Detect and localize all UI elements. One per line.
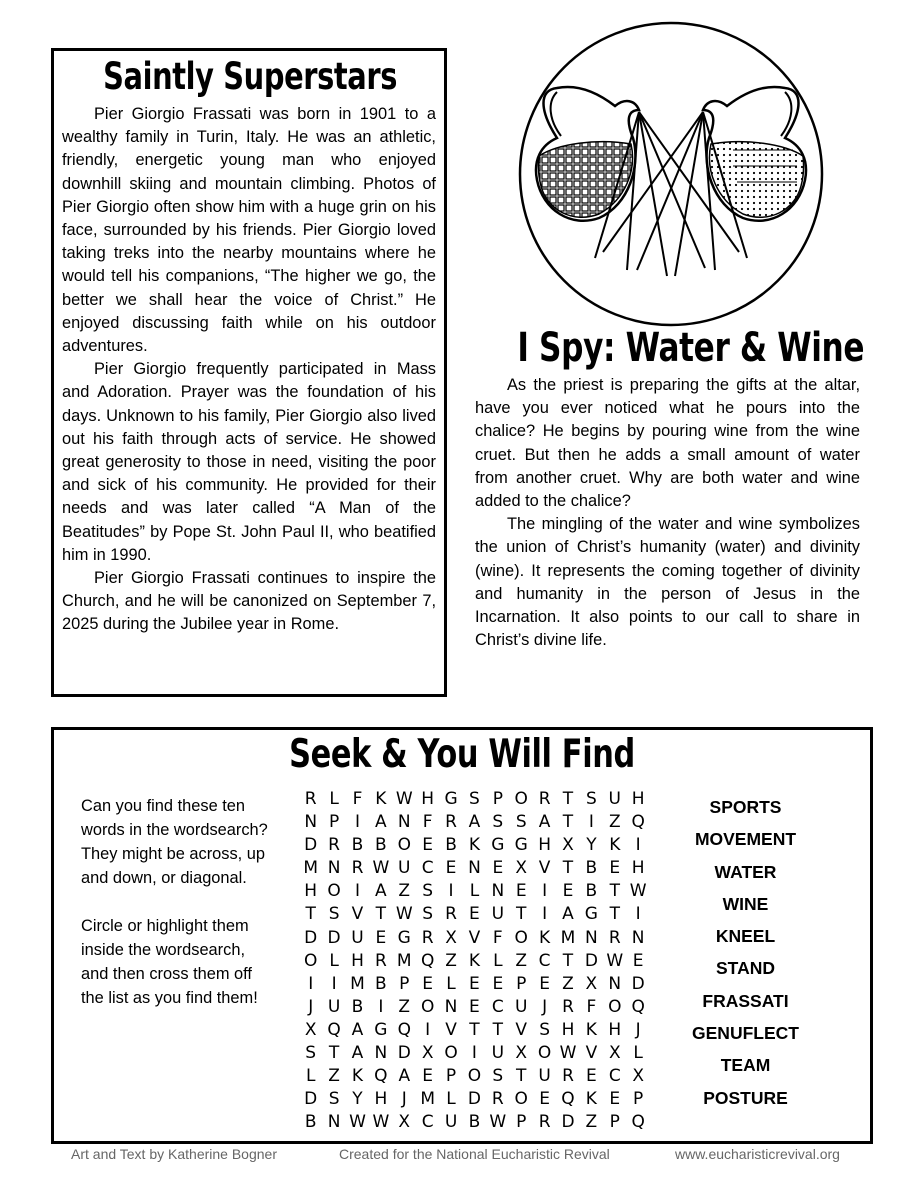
grid-letter[interactable]: X: [515, 858, 528, 879]
word-list-item: GENUFLECT: [692, 1023, 799, 1044]
grid-letter[interactable]: E: [539, 1089, 550, 1110]
grid-letter[interactable]: E: [375, 927, 387, 948]
grid-letter[interactable]: V: [515, 1019, 528, 1040]
grid-letter[interactable]: X: [585, 973, 598, 994]
grid-letter[interactable]: P: [399, 973, 410, 994]
grid-letter[interactable]: R: [445, 904, 457, 925]
grid-letter[interactable]: O: [514, 927, 528, 948]
grid-letter[interactable]: N: [327, 858, 341, 879]
grid-letter[interactable]: Z: [445, 950, 457, 971]
grid-letter[interactable]: M: [396, 950, 412, 971]
grid-letter[interactable]: G: [491, 835, 505, 856]
grid-letter[interactable]: U: [351, 927, 364, 948]
grid-letter[interactable]: E: [609, 858, 621, 879]
grid-letter[interactable]: A: [375, 812, 387, 833]
grid-letter[interactable]: X: [562, 835, 574, 856]
grid-letter[interactable]: S: [422, 881, 434, 902]
grid-letter[interactable]: B: [445, 835, 457, 856]
grid-letter[interactable]: H: [631, 789, 645, 809]
grid-letter[interactable]: K: [468, 950, 480, 971]
grid-letter[interactable]: R: [328, 835, 340, 856]
grid-letter[interactable]: C: [491, 996, 504, 1017]
grid-letter[interactable]: U: [444, 1112, 458, 1133]
grid-letter[interactable]: B: [585, 858, 598, 879]
grid-letter[interactable]: S: [328, 1089, 340, 1110]
grid-letter[interactable]: D: [304, 927, 318, 948]
grid-letter[interactable]: I: [331, 973, 337, 994]
grid-letter[interactable]: H: [351, 950, 364, 971]
grid-letter[interactable]: I: [588, 812, 594, 833]
grid-letter[interactable]: C: [421, 858, 434, 879]
grid-letter[interactable]: U: [608, 789, 621, 809]
grid-letter[interactable]: X: [445, 927, 457, 948]
grid-letter[interactable]: H: [374, 1089, 388, 1110]
grid-letter[interactable]: L: [305, 1066, 316, 1087]
grid-letter[interactable]: Z: [585, 1112, 598, 1133]
word-list: [658, 796, 833, 1119]
saintly-superstars-title: Saintly Superstars: [103, 55, 398, 98]
grid-letter[interactable]: Q: [420, 950, 435, 971]
grid-letter[interactable]: X: [421, 1043, 434, 1064]
i-spy-paragraph-2: The mingling of the water and wine symbolizes the union of Christ’s humanity (water) and divinity (wine). It represents the coming together of divinity and humanity in the person of Jesus in the Incarnation. It also points to our call to share in Christ’s divine life.: [475, 515, 860, 650]
grid-letter[interactable]: I: [354, 812, 360, 833]
grid-letter[interactable]: W: [372, 858, 390, 879]
grid-row: [299, 950, 650, 973]
grid-letter[interactable]: Z: [562, 973, 574, 994]
grid-letter[interactable]: T: [516, 1066, 527, 1087]
word-list-item: SPORTS: [709, 797, 782, 817]
grid-letter[interactable]: Z: [398, 881, 411, 902]
grid-letter[interactable]: T: [562, 950, 574, 971]
grid-letter[interactable]: I: [425, 1019, 431, 1040]
grid-letter[interactable]: R: [421, 927, 434, 948]
grid-row: [299, 1088, 650, 1111]
grid-letter[interactable]: J: [542, 996, 548, 1017]
word-list-item: WINE: [722, 893, 769, 914]
grid-letter[interactable]: E: [562, 881, 574, 902]
grid-letter[interactable]: E: [469, 904, 480, 925]
grid-row: [299, 788, 650, 811]
word-list-item: WATER: [714, 861, 777, 882]
word-list-item: STAND: [716, 958, 775, 979]
instructions-paragraph-2: Circle or highlight them inside the wordsearch, and then cross them off the list as you find them!: [81, 917, 258, 1007]
grid-letter[interactable]: H: [304, 881, 318, 902]
grid-letter[interactable]: A: [375, 881, 387, 902]
grid-letter[interactable]: T: [305, 904, 316, 925]
grid-letter[interactable]: N: [374, 1043, 388, 1064]
grid-letter[interactable]: Z: [398, 996, 411, 1017]
grid-row: [299, 903, 650, 926]
word-search-grid[interactable]: [299, 788, 650, 1134]
grid-letter[interactable]: Y: [586, 835, 597, 856]
grid-letter[interactable]: E: [422, 973, 434, 994]
grid-letter[interactable]: S: [492, 812, 504, 833]
grid-letter[interactable]: L: [329, 789, 339, 809]
grid-letter[interactable]: W: [629, 881, 647, 902]
saint-paragraph-2: Pier Giorgio frequently participated in Mass and Adoration. Prayer was the foundation of his days. Unknown to his family, Pier Giorgio also lived out his faith through acts of service. He showed great generosity to those in need, visiting the poor and sick of his community. He provided for their needs and was later called “A Man of the Beatitudes” by Pope St. John Paul II, who beatified him in 1990.: [62, 360, 436, 564]
grid-letter[interactable]: X: [515, 1043, 528, 1064]
grid-letter[interactable]: I: [542, 904, 548, 925]
saintly-superstars-box: [51, 48, 447, 697]
grid-letter[interactable]: E: [469, 973, 480, 994]
grid-letter[interactable]: M: [350, 973, 365, 994]
grid-letter[interactable]: T: [562, 812, 574, 833]
grid-letter[interactable]: C: [608, 1066, 621, 1087]
grid-letter[interactable]: M: [560, 927, 576, 948]
saint-paragraph-3: Pier Giorgio Frassati continues to inspire the Church, and he will be canonized on September 7, 2025 during the Jubilee year in Rome.: [62, 569, 436, 634]
grid-letter[interactable]: Q: [327, 1019, 341, 1040]
grid-letter[interactable]: I: [448, 881, 454, 902]
grid-letter[interactable]: P: [445, 1066, 457, 1087]
grid-letter[interactable]: P: [609, 1112, 620, 1133]
grid-letter[interactable]: A: [351, 1019, 364, 1040]
grid-letter[interactable]: W: [606, 950, 624, 971]
grid-letter[interactable]: E: [586, 1066, 597, 1087]
grid-letter[interactable]: Z: [328, 1066, 340, 1087]
footer-website-link[interactable]: www.eucharisticrevival.org: [675, 1146, 840, 1162]
grid-letter[interactable]: V: [445, 1019, 457, 1040]
grid-letter[interactable]: G: [397, 927, 411, 948]
grid-letter[interactable]: U: [514, 996, 528, 1017]
grid-letter[interactable]: W: [372, 1112, 390, 1133]
grid-letter[interactable]: L: [493, 950, 503, 971]
grid-letter[interactable]: E: [609, 1089, 621, 1110]
grid-letter[interactable]: E: [632, 950, 644, 971]
grid-letter[interactable]: V: [468, 927, 481, 948]
grid-letter[interactable]: N: [608, 973, 622, 994]
grid-letter[interactable]: J: [635, 1019, 641, 1040]
grid-letter[interactable]: L: [446, 973, 456, 994]
water-and-wine-cruets-icon: [517, 20, 825, 328]
grid-letter[interactable]: N: [468, 858, 481, 879]
grid-letter[interactable]: S: [469, 789, 480, 809]
grid-row: [299, 1111, 650, 1134]
grid-letter[interactable]: H: [608, 1019, 622, 1040]
grid-letter[interactable]: D: [584, 950, 598, 971]
grid-letter[interactable]: W: [395, 904, 413, 925]
grid-row: [299, 857, 650, 880]
grid-letter[interactable]: L: [329, 950, 339, 971]
grid-letter[interactable]: K: [585, 1019, 597, 1040]
grid-letter[interactable]: T: [516, 904, 527, 925]
grid-letter[interactable]: I: [308, 973, 314, 994]
grid-letter[interactable]: N: [397, 812, 411, 833]
grid-letter[interactable]: K: [375, 789, 387, 809]
grid-letter[interactable]: O: [420, 996, 435, 1017]
grid-letter[interactable]: X: [608, 1043, 621, 1064]
word-search-title: Seek & You Will Find: [289, 732, 635, 777]
grid-letter[interactable]: W: [395, 789, 413, 809]
word-list-item: POSTURE: [703, 1087, 788, 1108]
grid-letter[interactable]: T: [562, 789, 574, 809]
grid-letter[interactable]: D: [304, 1089, 318, 1110]
grid-letter[interactable]: B: [468, 1112, 481, 1133]
grid-letter[interactable]: E: [492, 973, 504, 994]
grid-letter[interactable]: K: [585, 1089, 597, 1110]
grid-letter[interactable]: B: [585, 881, 598, 902]
grid-letter[interactable]: L: [446, 1089, 456, 1110]
grid-letter[interactable]: R: [304, 789, 317, 809]
grid-letter[interactable]: T: [609, 904, 620, 925]
grid-letter[interactable]: T: [375, 904, 387, 925]
grid-letter[interactable]: G: [514, 835, 528, 856]
grid-letter[interactable]: Z: [608, 812, 621, 833]
grid-letter[interactable]: M: [303, 858, 319, 879]
grid-letter[interactable]: K: [609, 835, 621, 856]
grid-letter[interactable]: D: [467, 1089, 481, 1110]
grid-letter[interactable]: I: [354, 881, 360, 902]
grid-row: [299, 834, 650, 857]
grid-letter[interactable]: Q: [561, 1089, 575, 1110]
grid-letter[interactable]: F: [492, 927, 503, 948]
grid-letter[interactable]: N: [631, 927, 645, 948]
grid-row: [299, 927, 650, 950]
grid-letter[interactable]: L: [469, 881, 480, 902]
grid-letter[interactable]: I: [378, 996, 384, 1017]
word-list-item: MOVEMENT: [694, 829, 797, 850]
grid-letter[interactable]: O: [304, 950, 318, 971]
grid-letter[interactable]: E: [515, 881, 527, 902]
grid-row: [299, 996, 650, 1019]
grid-letter[interactable]: K: [468, 835, 480, 856]
grid-letter[interactable]: S: [422, 904, 434, 925]
grid-letter[interactable]: F: [352, 789, 363, 809]
grid-letter[interactable]: E: [469, 996, 480, 1017]
grid-letter[interactable]: A: [562, 904, 574, 925]
grid-letter[interactable]: S: [305, 1043, 317, 1064]
grid-letter[interactable]: M: [420, 1089, 435, 1110]
grid-letter[interactable]: S: [492, 1066, 504, 1087]
grid-letter[interactable]: X: [632, 1066, 644, 1087]
grid-letter[interactable]: Q: [631, 812, 645, 833]
grid-letter[interactable]: I: [635, 904, 641, 925]
grid-letter[interactable]: C: [538, 950, 551, 971]
grid-letter[interactable]: R: [538, 1112, 551, 1133]
grid-letter[interactable]: I: [635, 835, 641, 856]
word-search-instructions: [81, 794, 271, 1010]
grid-letter[interactable]: E: [539, 973, 550, 994]
grid-letter[interactable]: I: [542, 881, 548, 902]
grid-letter[interactable]: S: [539, 1019, 550, 1040]
grid-row: [299, 811, 650, 834]
grid-letter[interactable]: P: [492, 789, 503, 809]
grid-letter[interactable]: H: [538, 835, 551, 856]
grid-letter[interactable]: D: [397, 1043, 411, 1064]
grid-letter[interactable]: G: [584, 904, 598, 925]
grid-letter[interactable]: V: [585, 1043, 598, 1064]
grid-letter[interactable]: O: [514, 789, 528, 809]
grid-letter[interactable]: R: [562, 996, 574, 1017]
grid-letter[interactable]: E: [445, 858, 457, 879]
grid-letter[interactable]: T: [492, 1019, 504, 1040]
grid-letter[interactable]: O: [514, 1089, 528, 1110]
grid-letter[interactable]: B: [351, 835, 364, 856]
grid-letter[interactable]: L: [633, 1043, 643, 1064]
grid-letter[interactable]: O: [467, 1066, 482, 1087]
grid-letter[interactable]: U: [491, 1043, 505, 1064]
grid-letter[interactable]: R: [538, 789, 551, 809]
grid-letter[interactable]: K: [351, 1066, 364, 1087]
grid-letter[interactable]: O: [537, 1043, 552, 1064]
grid-letter[interactable]: N: [304, 812, 318, 833]
grid-letter[interactable]: S: [585, 789, 597, 809]
word-list-item: KNEEL: [715, 926, 776, 947]
grid-letter[interactable]: D: [631, 973, 645, 994]
grid-letter[interactable]: S: [328, 904, 340, 925]
grid-letter[interactable]: E: [422, 835, 434, 856]
grid-letter[interactable]: N: [444, 996, 458, 1017]
grid-row: [299, 1042, 650, 1065]
grid-letter[interactable]: D: [561, 1112, 575, 1133]
grid-letter[interactable]: B: [375, 973, 387, 994]
grid-letter[interactable]: F: [422, 812, 433, 833]
grid-letter[interactable]: H: [631, 858, 645, 879]
i-spy-title: I Spy: Water & Wine: [517, 325, 865, 371]
grid-letter[interactable]: R: [491, 1089, 504, 1110]
grid-letter[interactable]: O: [444, 1043, 458, 1064]
grid-letter[interactable]: K: [539, 927, 551, 948]
grid-letter[interactable]: A: [538, 812, 551, 833]
word-list-item: TEAM: [720, 1055, 771, 1076]
grid-letter[interactable]: U: [327, 996, 341, 1017]
grid-letter[interactable]: P: [516, 1112, 527, 1133]
grid-letter[interactable]: W: [559, 1043, 577, 1064]
page-footer: [0, 1146, 924, 1166]
word-list-item: FRASSATI: [702, 990, 789, 1011]
grid-letter[interactable]: S: [515, 812, 527, 833]
grid-letter[interactable]: O: [327, 881, 341, 902]
grid-letter[interactable]: O: [397, 835, 411, 856]
grid-letter[interactable]: W: [489, 1112, 507, 1133]
grid-letter[interactable]: T: [328, 1043, 340, 1064]
grid-letter[interactable]: W: [349, 1112, 366, 1133]
grid-letter[interactable]: Y: [352, 1089, 363, 1110]
grid-letter[interactable]: P: [516, 973, 527, 994]
grid-letter[interactable]: G: [374, 1019, 388, 1040]
grid-letter[interactable]: E: [492, 858, 504, 879]
grid-row: [299, 1019, 650, 1042]
grid-row: [299, 880, 650, 903]
grid-letter[interactable]: B: [375, 835, 387, 856]
word-search-box: [51, 727, 873, 1144]
grid-letter[interactable]: H: [561, 1019, 575, 1040]
grid-letter[interactable]: Q: [397, 1019, 411, 1040]
grid-letter[interactable]: P: [633, 1089, 644, 1110]
grid-letter[interactable]: V: [538, 858, 551, 879]
grid-letter[interactable]: J: [308, 996, 314, 1017]
grid-letter[interactable]: N: [327, 1112, 341, 1133]
grid-letter[interactable]: R: [445, 812, 457, 833]
grid-letter[interactable]: T: [609, 881, 620, 902]
grid-letter[interactable]: C: [421, 1112, 434, 1133]
grid-letter[interactable]: I: [471, 1043, 477, 1064]
grid-letter[interactable]: H: [421, 789, 435, 809]
grid-letter[interactable]: Q: [631, 1112, 645, 1133]
grid-letter[interactable]: P: [328, 812, 340, 833]
grid-letter[interactable]: R: [374, 950, 387, 971]
footer-created-for: Created for the National Eucharistic Revival: [339, 1146, 610, 1162]
grid-letter[interactable]: R: [351, 858, 364, 879]
grid-letter[interactable]: T: [562, 858, 574, 879]
grid-letter[interactable]: O: [608, 996, 622, 1017]
grid-letter[interactable]: R: [608, 927, 621, 948]
grid-letter[interactable]: T: [469, 1019, 480, 1040]
grid-letter[interactable]: N: [491, 881, 505, 902]
grid-letter[interactable]: Q: [374, 1066, 388, 1087]
grid-letter[interactable]: E: [422, 1066, 434, 1087]
grid-row: [299, 973, 650, 996]
footer-credit: Art and Text by Katherine Bogner: [71, 1146, 277, 1162]
grid-letter[interactable]: G: [444, 789, 458, 809]
grid-letter[interactable]: D: [327, 927, 341, 948]
grid-letter[interactable]: U: [398, 858, 411, 879]
grid-letter[interactable]: Z: [515, 950, 528, 971]
grid-letter[interactable]: B: [304, 1112, 317, 1133]
grid-letter[interactable]: D: [304, 835, 318, 856]
grid-letter[interactable]: U: [491, 904, 505, 925]
grid-letter[interactable]: X: [398, 1112, 411, 1133]
grid-letter[interactable]: X: [304, 1019, 317, 1040]
grid-letter[interactable]: N: [585, 927, 598, 948]
grid-letter[interactable]: U: [538, 1066, 551, 1087]
grid-letter[interactable]: A: [468, 812, 481, 833]
grid-letter[interactable]: F: [586, 996, 597, 1017]
grid-letter[interactable]: A: [398, 1066, 411, 1087]
grid-letter[interactable]: V: [351, 904, 364, 925]
grid-letter[interactable]: A: [351, 1043, 364, 1064]
instructions-paragraph-1: Can you find these ten words in the wordsearch? They might be across, up and down, or diagonal.: [81, 797, 268, 887]
grid-letter[interactable]: J: [401, 1089, 407, 1110]
saint-paragraph-1: Pier Giorgio Frassati was born in 1901 to a wealthy family in Turin, Italy. He was an athletic, friendly, energetic young man who enjoyed downhill skiing and mountain climbing. Photos of Pier Giorgio often show him with a huge grin on his face, surrounded by his friends. Pier Giorgio loved taking treks into the nearby mountains where he would tell his companions, “The higher we go, the better we shall hear the voice of Christ.” He enjoyed discussing faith while on his outdoor adventures.: [62, 105, 436, 356]
grid-row: [299, 1065, 650, 1088]
grid-letter[interactable]: B: [351, 996, 364, 1017]
i-spy-section: [475, 324, 865, 652]
grid-letter[interactable]: Q: [631, 996, 645, 1017]
grid-letter[interactable]: R: [562, 1066, 574, 1087]
i-spy-paragraph-1: As the priest is preparing the gifts at the altar, have you ever noticed what he pours into the chalice? He begins by pouring wine from the wine cruet. But then he adds a small amount of water from another cruet. Why are both water and wine added to the chalice?: [475, 376, 860, 511]
